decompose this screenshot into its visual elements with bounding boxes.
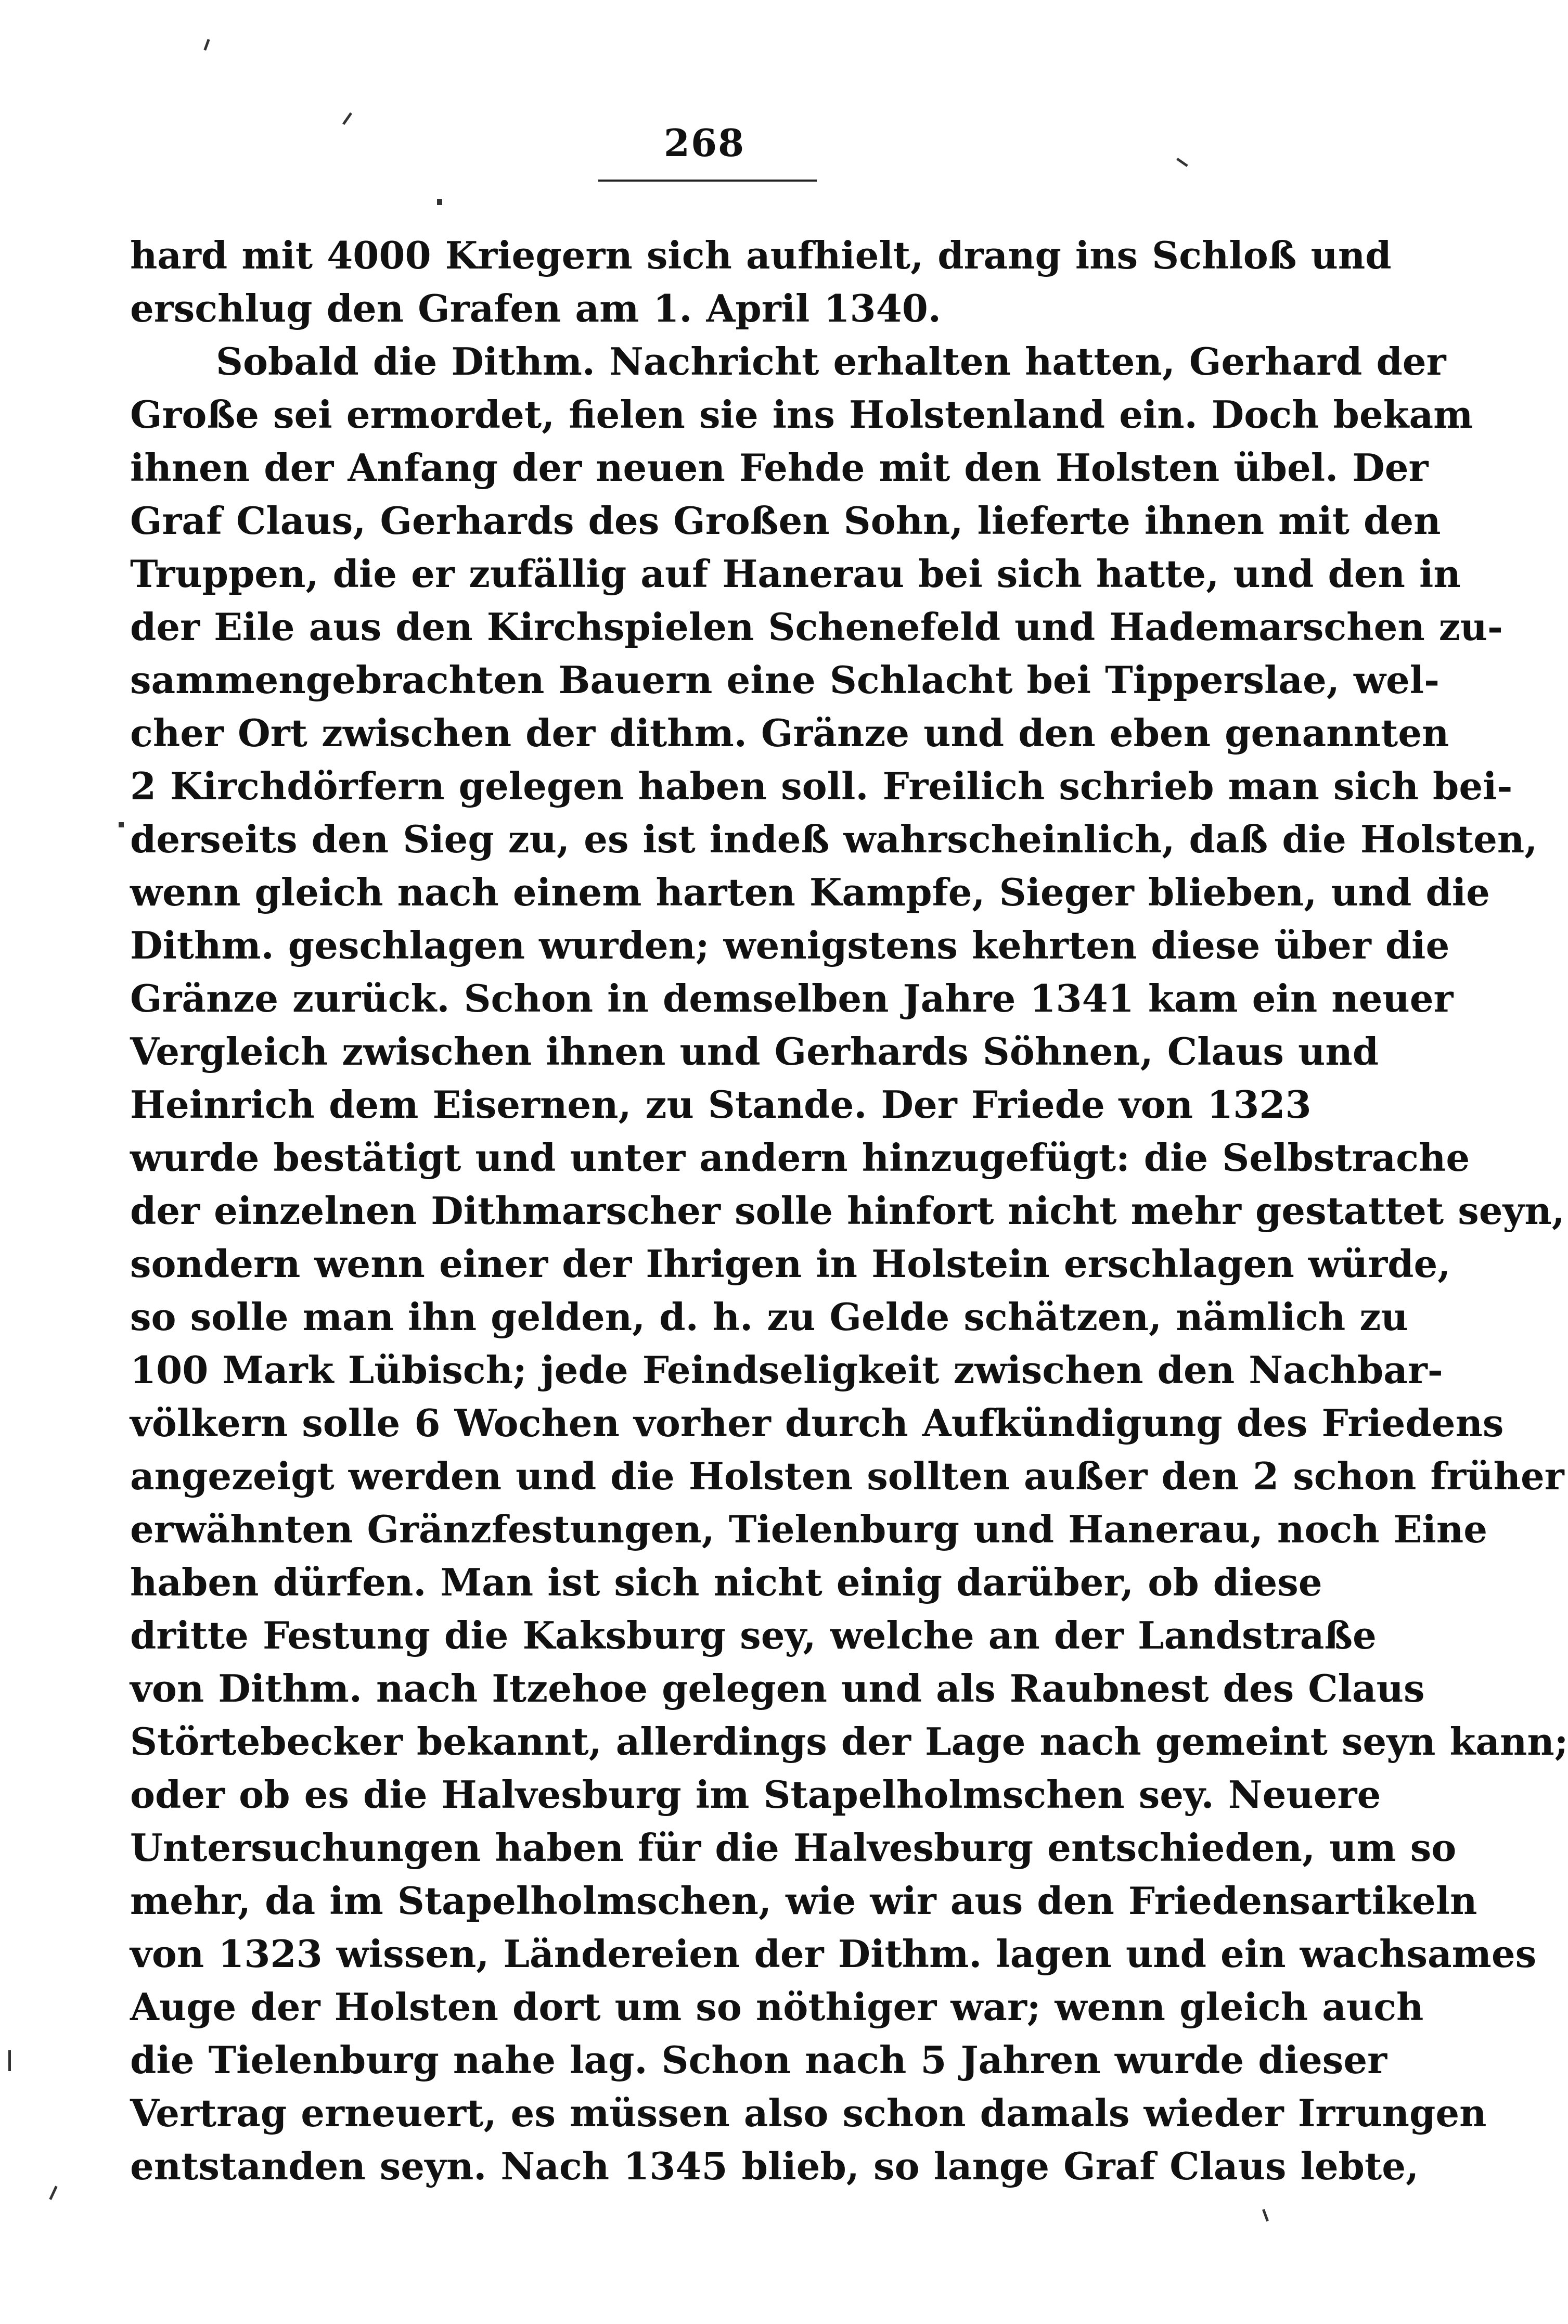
text-line: erschlug den Grafen am 1. April 1340. <box>130 286 941 330</box>
text-line: derseits den Sieg zu, es ist indeß wahrscheinlich, daß die Holsten, <box>130 817 1538 861</box>
text-line: sammengebrachten Bauern eine Schlacht bei Tipperslae, wel- <box>130 658 1440 702</box>
text-line: Gränze zurück. Schon in demselben Jahre 1341 kam ein neuer <box>130 976 1454 1020</box>
text-line: Auge der Holsten dort um so nöthiger war; wenn gleich auch <box>130 1985 1424 2029</box>
text-line: Graf Claus, Gerhards des Großen Sohn, lieferte ihnen mit den <box>130 499 1441 543</box>
margin-speck <box>203 39 210 50</box>
text-line: Vergleich zwischen ihnen und Gerhards Söhnen, Claus und <box>130 1029 1379 1074</box>
text-line: dritte Festung die Kaksburg sey, welche an der Landstraße <box>130 1613 1377 1657</box>
margin-speck <box>119 822 124 827</box>
margin-speck <box>49 2186 57 2200</box>
page-number: 268 <box>663 121 746 165</box>
text-line: sondern wenn einer der Ihrigen in Holstein erschlagen würde, <box>130 1242 1451 1286</box>
text-line: Truppen, die er zufällig auf Hanerau bei sich hatte, und den in <box>130 552 1461 596</box>
header-rule <box>598 180 817 182</box>
text-line: wurde bestätigt und unter andern hinzugefügt: die Selbstrache <box>130 1135 1470 1180</box>
text-line: völkern solle 6 Wochen vorher durch Aufkündigung des Friedens <box>130 1401 1504 1445</box>
text-line: mehr, da im Stapelholmschen, wie wir aus den Friedensartikeln <box>130 1879 1477 1923</box>
margin-speck <box>8 2050 11 2071</box>
text-line: Untersuchungen haben für die Halvesburg entschieden, um so <box>130 1825 1457 1870</box>
text-line: haben dürfen. Man ist sich nicht einig darüber, ob diese <box>130 1560 1322 1604</box>
body-text <box>130 229 1568 2193</box>
margin-speck <box>437 199 442 205</box>
text-line: erwähnten Gränzfestungen, Tielenburg und Hanerau, noch Eine <box>130 1507 1488 1551</box>
text-line: Heinrich dem Eisernen, zu Stande. Der Friede von 1323 <box>130 1082 1312 1127</box>
text-line: Sobald die Dithm. Nachricht erhalten hatten, Gerhard der <box>216 339 1446 384</box>
text-line: Dithm. geschlagen wurden; wenigstens kehrten diese über die <box>130 923 1450 967</box>
text-line: wenn gleich nach einem harten Kampfe, Sieger blieben, und die <box>130 870 1490 914</box>
margin-speck <box>1262 2209 1269 2221</box>
text-line: Vertrag erneuert, es müssen also schon damals wieder Irrungen <box>130 2091 1487 2135</box>
text-line: so solle man ihn gelden, d. h. zu Gelde schätzen, nämlich zu <box>130 1295 1408 1339</box>
text-line: 2 Kirchdörfern gelegen haben soll. Freilich schrieb man sich bei- <box>130 764 1513 808</box>
text-line: 100 Mark Lübisch; jede Feindseligkeit zwischen den Nachbar- <box>130 1348 1443 1392</box>
text-line: oder ob es die Halvesburg im Stapelholmschen sey. Neuere <box>130 1772 1381 1817</box>
text-line: Große sei ermordet, fielen sie ins Holstenland ein. Doch bekam <box>130 392 1473 437</box>
text-line: von 1323 wissen, Ländereien der Dithm. lagen und ein wachsames <box>130 1932 1537 1976</box>
text-line: der Eile aus den Kirchspielen Schenefeld und Hademarschen zu- <box>130 605 1503 649</box>
text-line: Störtebecker bekannt, allerdings der Lage nach gemeint seyn kann; <box>130 1719 1568 1764</box>
text-line: von Dithm. nach Itzehoe gelegen und als Raubnest des Claus <box>130 1666 1425 1710</box>
text-line: cher Ort zwischen der dithm. Gränze und den eben genannten <box>130 711 1449 755</box>
text-line: entstanden seyn. Nach 1345 blieb, so lange Graf Claus lebte, <box>130 2144 1419 2188</box>
text-line: hard mit 4000 Kriegern sich aufhielt, drang ins Schloß und <box>130 233 1392 277</box>
text-line: die Tielenburg nahe lag. Schon nach 5 Jahren wurde dieser <box>130 2038 1387 2082</box>
text-line: ihnen der Anfang der neuen Fehde mit den Holsten übel. Der <box>130 445 1429 490</box>
text-line: der einzelnen Dithmarscher solle hinfort nicht mehr gestattet seyn, <box>130 1189 1565 1233</box>
text-line: angezeigt werden und die Holsten sollten außer den 2 schon früher <box>130 1454 1564 1498</box>
